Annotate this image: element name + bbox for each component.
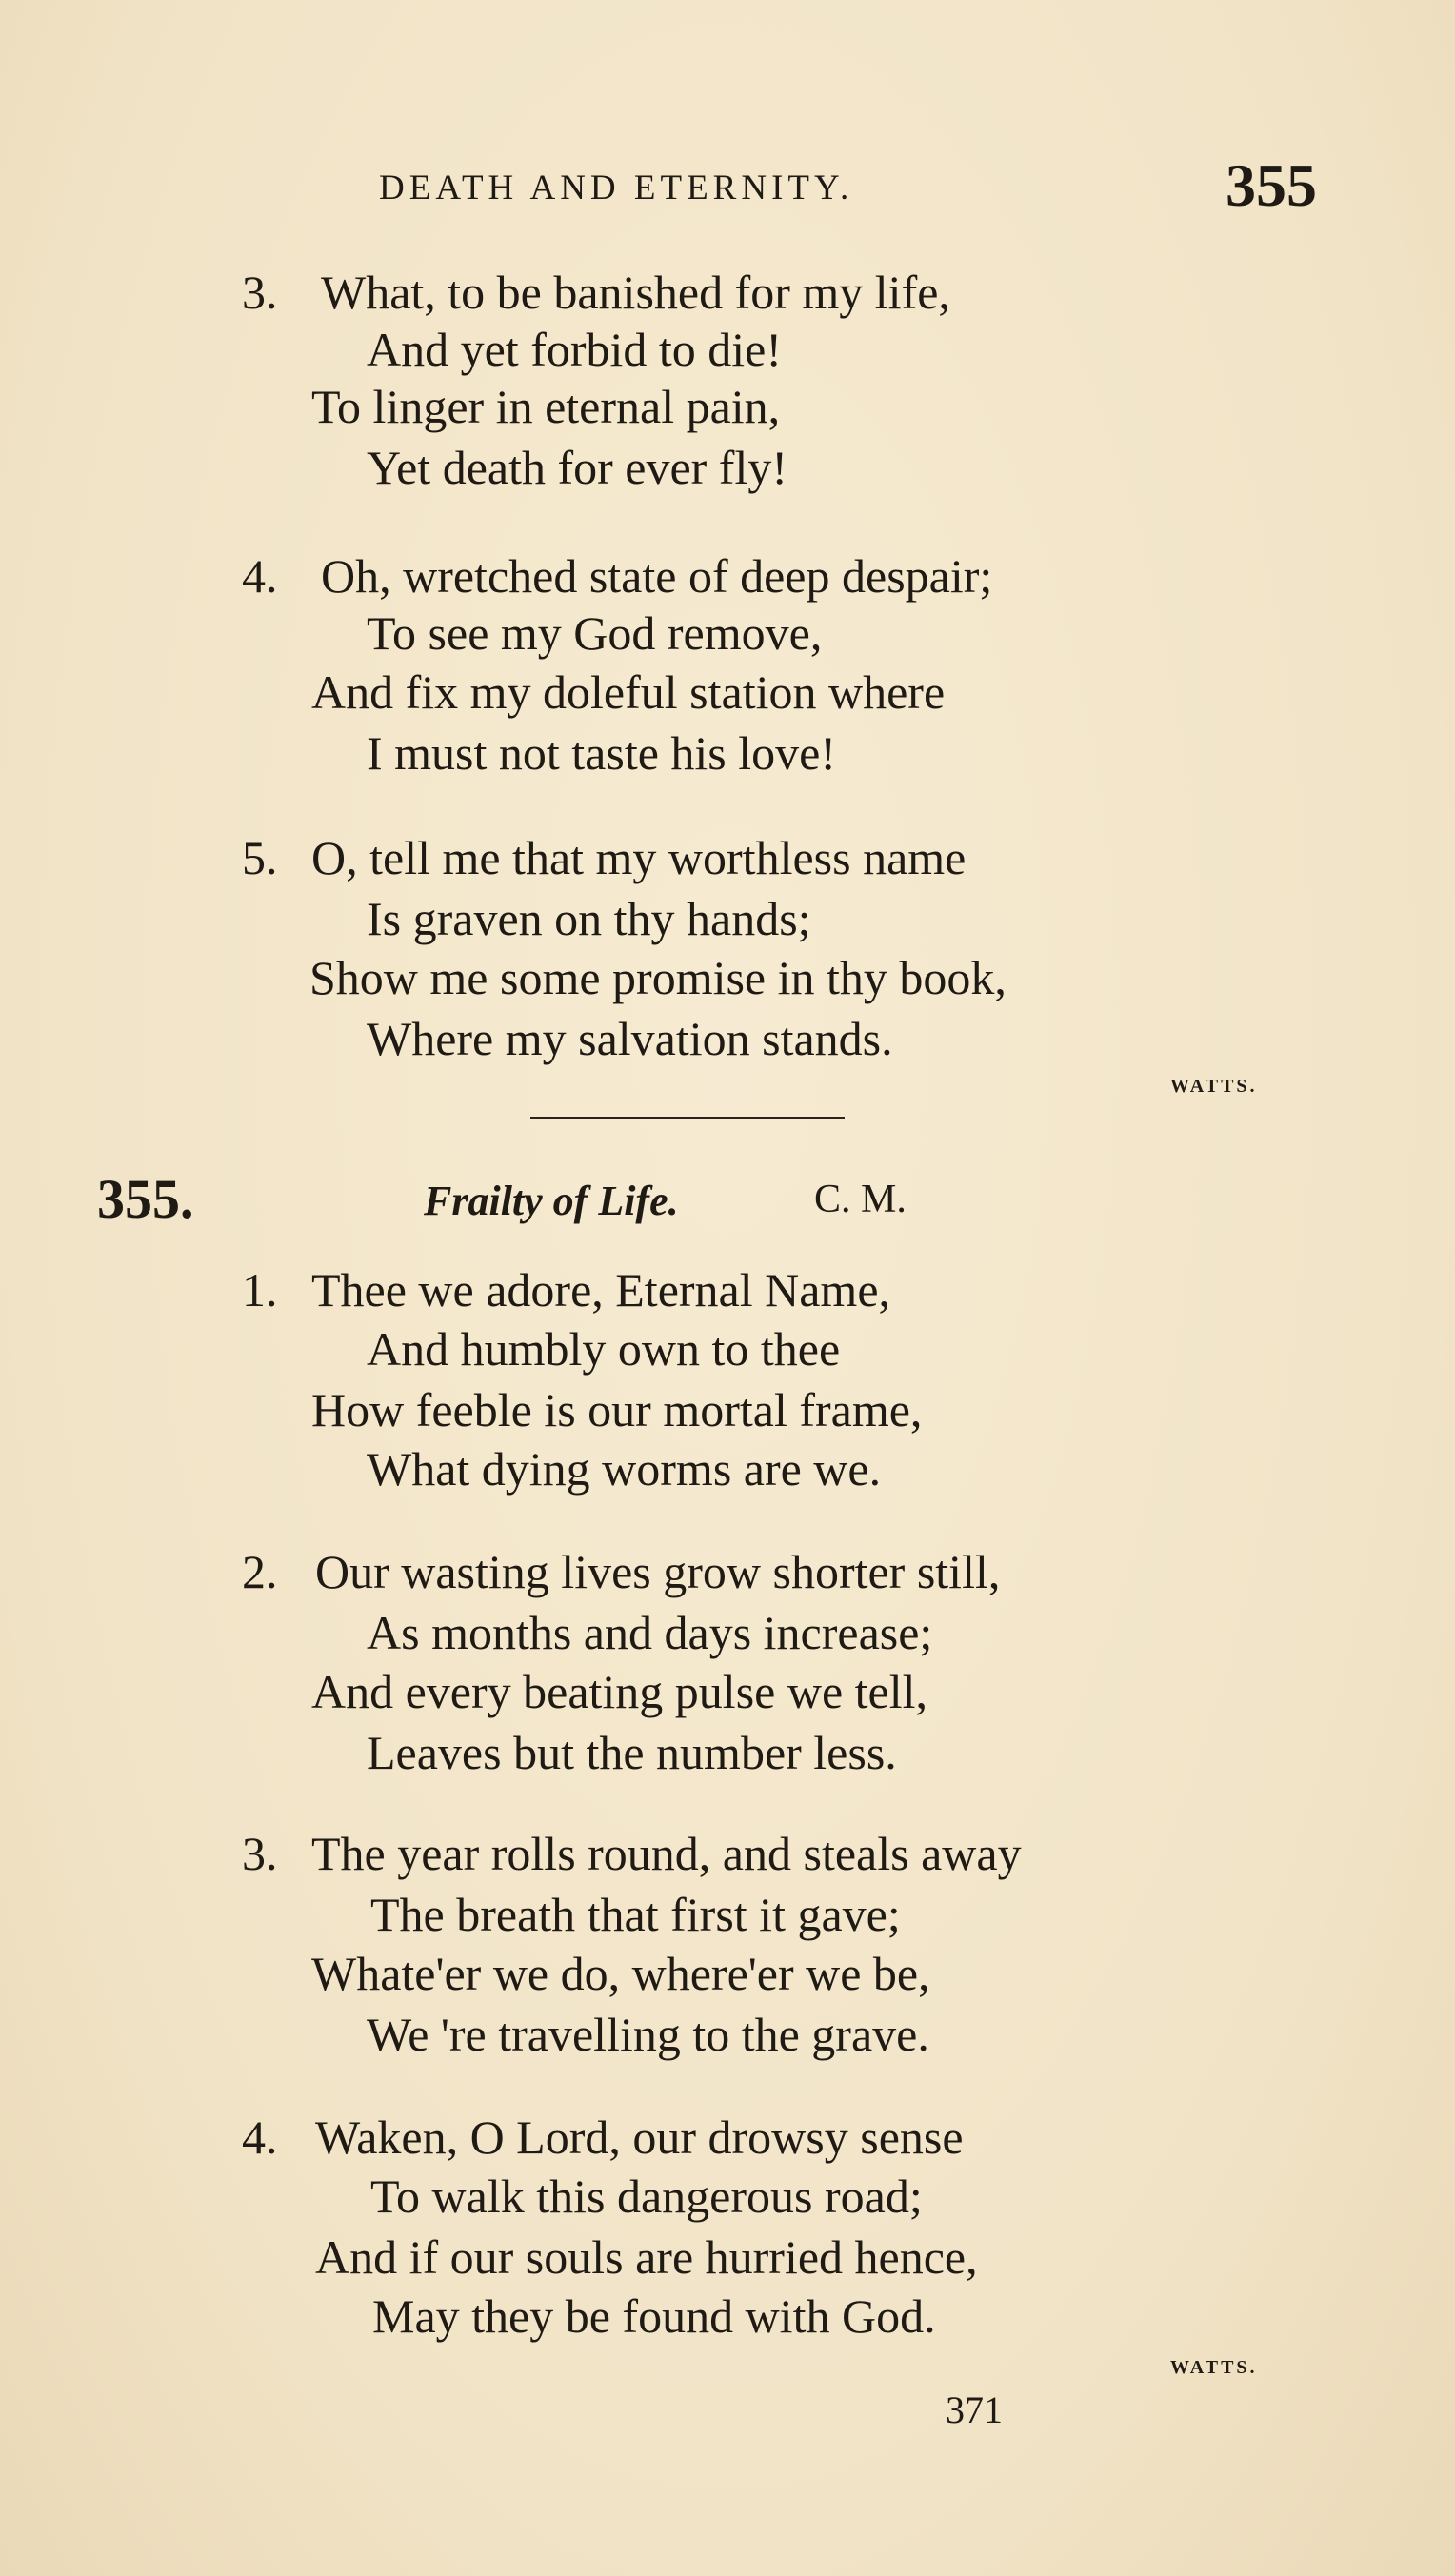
verse-line: What dying worms are we. xyxy=(367,1442,882,1496)
verse-line: Oh, wretched state of deep despair; xyxy=(321,549,993,603)
attribution: WATTS. xyxy=(1170,1076,1258,1097)
verse-line: May they be found with God. xyxy=(372,2289,936,2343)
verse-line: Is graven on thy hands; xyxy=(367,892,811,945)
verse-line: As months and days increase; xyxy=(367,1606,933,1659)
verse-line: Where my salvation stands. xyxy=(367,1012,893,1065)
verse-line: Yet death for ever fly! xyxy=(367,441,787,494)
stanza-number: 3. xyxy=(242,266,278,319)
running-head: DEATH AND ETERNITY. xyxy=(379,168,854,208)
verse-line: How feeble is our mortal frame, xyxy=(311,1383,923,1437)
stanza-number: 5. xyxy=(242,831,278,884)
verse-line: Thee we adore, Eternal Name, xyxy=(311,1263,891,1317)
verse-line: Leaves but the number less. xyxy=(367,1726,897,1779)
hymn-title: Frailty of Life. xyxy=(424,1178,679,1224)
verse-line: O, tell me that my worthless name xyxy=(311,831,967,884)
signature-number: 371 xyxy=(946,2388,1003,2431)
hymn-number: 355. xyxy=(97,1168,194,1230)
verse-line: And every beating pulse we tell, xyxy=(311,1665,928,1718)
verse-line: What, to be banished for my life, xyxy=(321,266,950,319)
verse-line: We 're travelling to the grave. xyxy=(367,2008,929,2061)
hymn-meter: C. M. xyxy=(814,1178,907,1221)
verse-line: To linger in eternal pain, xyxy=(311,380,781,433)
verse-line: Our wasting lives grow shorter still, xyxy=(315,1545,1001,1598)
verse-line: The year rolls round, and steals away xyxy=(311,1827,1022,1880)
stanza-number: 1. xyxy=(242,1263,278,1317)
stanza-number: 3. xyxy=(242,1827,278,1880)
verse-line: And fix my doleful station where xyxy=(311,665,946,719)
verse-line: And humbly own to thee xyxy=(367,1322,841,1376)
stanza-number: 2. xyxy=(242,1545,278,1598)
verse-line: Waken, O Lord, our drowsy sense xyxy=(315,2110,964,2164)
page-number: 355 xyxy=(1226,151,1317,219)
verse-line: And yet forbid to die! xyxy=(367,323,783,376)
verse-line: To walk this dangerous road; xyxy=(370,2170,923,2223)
stanza-number: 4. xyxy=(242,2110,278,2164)
verse-line: Whate'er we do, where'er we be, xyxy=(311,1947,930,2000)
verse-line: Show me some promise in thy book, xyxy=(309,951,1007,1004)
verse-line: To see my God remove, xyxy=(367,606,823,660)
verse-line: And if our souls are hurried hence, xyxy=(315,2230,978,2284)
attribution: WATTS. xyxy=(1170,2357,1258,2378)
verse-line: The breath that first it gave; xyxy=(370,1888,901,1941)
verse-line: I must not taste his love! xyxy=(367,726,836,780)
stanza-number: 4. xyxy=(242,549,278,603)
section-divider xyxy=(530,1117,845,1119)
